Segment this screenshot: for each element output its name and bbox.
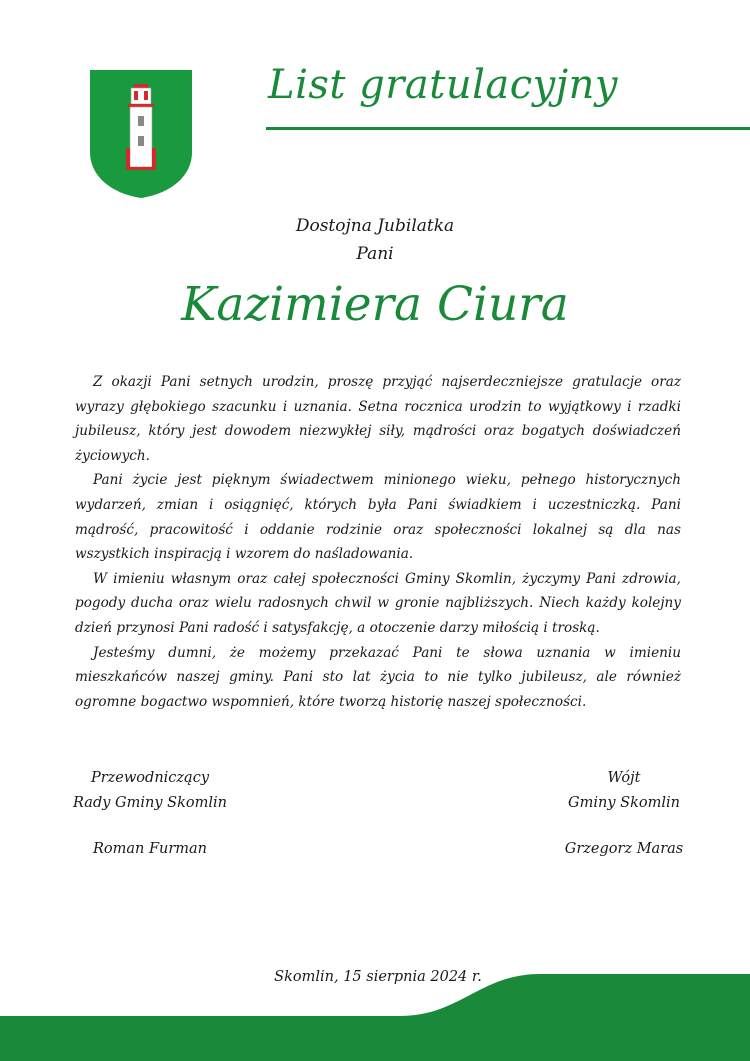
recipient-name: Kazimiera Ciura <box>181 277 569 332</box>
signature-role-detail: Gminy Skomlin <box>568 795 680 811</box>
signature-right <box>544 766 704 862</box>
paragraph: Pani życie jest pięknym świadectwem minionego wieku, pełnego historycznych wydarzeń, zmian i osiągnięć, których była Pani świadkiem i uczestniczką. Pani mądrość, pracowitość i oddanie rodzinie oraz społeczności lokalnej są dla nas wszystkich inspiracją i wzorem do naśladowania. <box>75 472 681 563</box>
salutation <box>0 212 750 268</box>
paragraph: Z okazji Pani setnych urodzin, proszę przyjąć najserdeczniejsze gratulacje oraz wyrazy głębokiego szacunku i uznania. Setna rocznica urodzin to wyjątkowy i rzadki jubileusz, który jest dowodem niezwykłej siły, mądrości oraz bogatych doświadczeń życiowych. <box>75 374 681 464</box>
signature-role: Wójt <box>607 770 641 786</box>
signature-role: Przewodniczący <box>90 770 210 786</box>
paragraph: Jesteśmy dumni, że możemy przekazać Pani te słowa uznania w imieniu mieszkańców naszej gminy. Pani sto lat życia to nie tylko jubileusz, ale również ogromne bogactwo wspomnień, które tworzą historię naszej społeczności. <box>75 644 681 710</box>
signature-name: Grzegorz Maras <box>564 841 684 857</box>
salutation-line-2: Pani <box>356 244 394 264</box>
letter-body <box>75 370 681 714</box>
signature-left <box>60 766 240 862</box>
coat-of-arms-icon <box>90 70 192 198</box>
paragraph: W imieniu własnym oraz całej społeczności Gminy Skomlin, życzymy Pani zdrowia, pogody ducha oraz wielu radosnych chwil w gronie najbliższych. Niech każdy kolejny dzień przynosi Pani radość i satysfakcję, a otoczenie darzy miłością i troską. <box>75 570 681 636</box>
letter-date: Skomlin, 15 sierpnia 2024 r. <box>274 969 482 985</box>
signature-name: Roman Furman <box>92 841 208 857</box>
title-divider <box>266 127 750 130</box>
signature-role-detail: Rady Gminy Skomlin <box>73 795 227 811</box>
page-title: List gratulacyjny <box>268 62 618 108</box>
salutation-line-1: Dostojna Jubilatka <box>295 216 455 236</box>
